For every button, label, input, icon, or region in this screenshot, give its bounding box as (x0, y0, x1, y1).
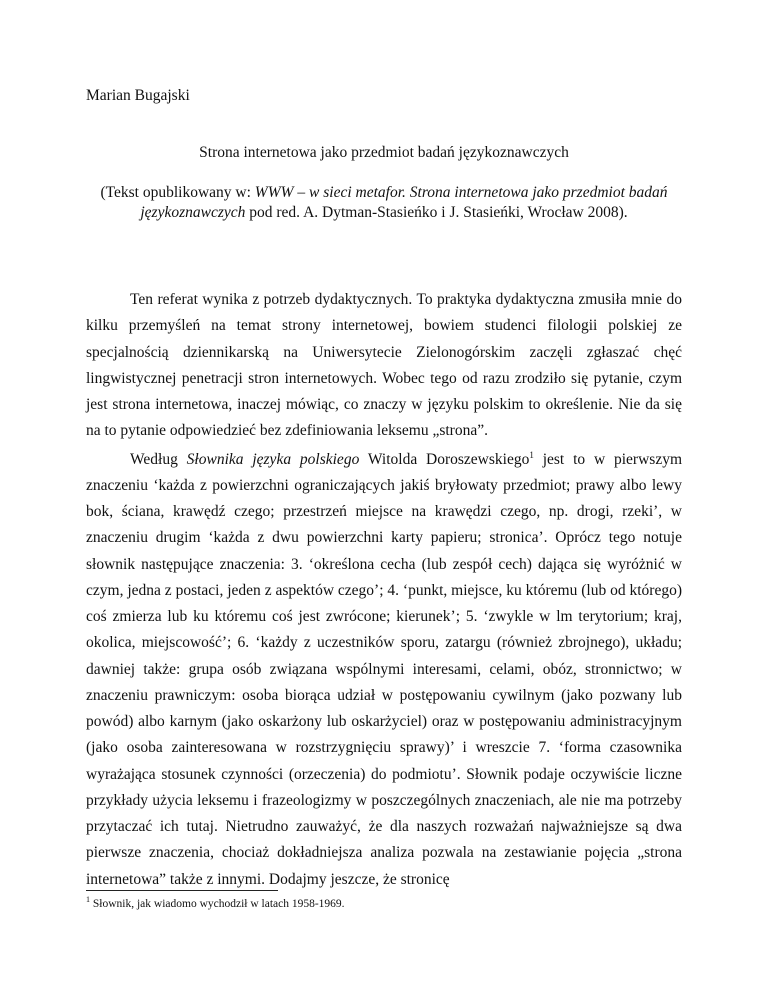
footnote-reference[interactable]: 1 (529, 449, 534, 460)
publication-note-prefix: (Tekst opublikowany w: (100, 184, 255, 201)
publication-note (86, 183, 682, 223)
body-text (86, 287, 682, 893)
publication-note-suffix: pod red. A. Dytman-Stasieńko i J. Stasieńki, Wrocław 2008). (245, 204, 628, 221)
paragraph-2 (86, 447, 682, 893)
paragraph-2-lead: Według (130, 450, 187, 468)
footnote-text: Słownik, jak wiadomo wychodził w latach 1958-1969. (90, 898, 345, 910)
dictionary-title: Słownika języka polskiego (186, 450, 360, 468)
paragraph-2-rest: jest to w pierwszym znaczeniu ‘każda z powierzchni ograniczających jakiś bryłowaty przedmiot; prawy albo lewy bok, ściana, krawędź czego; przestrzeń miejsce na krawędzi czego, np. drogi, rzeki’, w znaczeniu drugim ‘każda z dwu powierzchni karty papieru; stronica’. Oprócz tego notuje słownik następujące znaczenia: 3. ‘określona cecha (lub zespół cech) dająca się wyróżnić w czym, jedna z postaci, jeden z aspektów czego’; 4. ‘punkt, miejsce, ku któremu (lub od którego) coś zmierza lub ku któremu coś jest zwrócone; kierunek’; 5. ‘zwykle w lm terytorium; kraj, okolica, miejscowość’; 6. ‘każdy z uczestników sporu, zatargu (również zbrojnego), układu; dawniej także: grupa osób związana wspólnymi interesami, celami, obóz, stronnictwo; w znaczeniu prawniczym: osoba biorąca udział w postępowaniu cywilnym (jako pozwany lub powód) albo karnym (jako oskarżony lub oskarżyciel) oraz w postępowaniu administracyjnym (jako osoba zainteresowana w rozstrzygnięciu sprawy)’ i wreszcie 7. ‘forma czasownika wyrażająca stosunek czynności (orzeczenia) do podmiotu’. Słownik podaje oczywiście liczne przykłady użycia leksemu i frazeologizmy w poszczególnych znaczeniach, ale nie ma potrzeby przytaczać ich tutaj. Nietrudno zauważyć, że dla naszych rozważań najważniejsze są dwa pierwsze znaczenia, chociaż dokładniejsza analiza pozwala na zestawianie pojęcia „strona internetowa” także z innymi. Dodajmy jeszcze, że stronicę (86, 450, 683, 888)
paragraph-1: Ten referat wynika z potrzeb dydaktycznych. To praktyka dydaktyczna zmusiła mnie do kilku przemyśleń na temat strony internetowej, bowiem studenci filologii polskiej ze specjalnością dziennikarską na Uniwersytecie Zielonogórskim zaczęli zgłaszać chęć lingwistycznej penetracji stron internetowych. Wobec tego od razu zrodziło się pytanie, czym jest strona internetowa, inaczej mówiąc, co znaczy w języku polskim to określenie. Nie da się na to pytanie odpowiedzieć bez zdefiniowania leksemu „strona”. (86, 291, 682, 440)
publication-source-title: WWW – w sieci metafor. Strona internetowa jako przedmiot badań językoznawczych (140, 184, 668, 221)
paragraph-2-author: Witolda Doroszewskiego (359, 450, 530, 468)
author-name: Marian Bugajski (86, 87, 190, 104)
document-title: Strona internetowa jako przedmiot badań językoznawczych (199, 144, 569, 161)
footnote-marker: 1 (86, 895, 90, 904)
footnote (86, 896, 345, 912)
footnote-separator (86, 890, 278, 891)
